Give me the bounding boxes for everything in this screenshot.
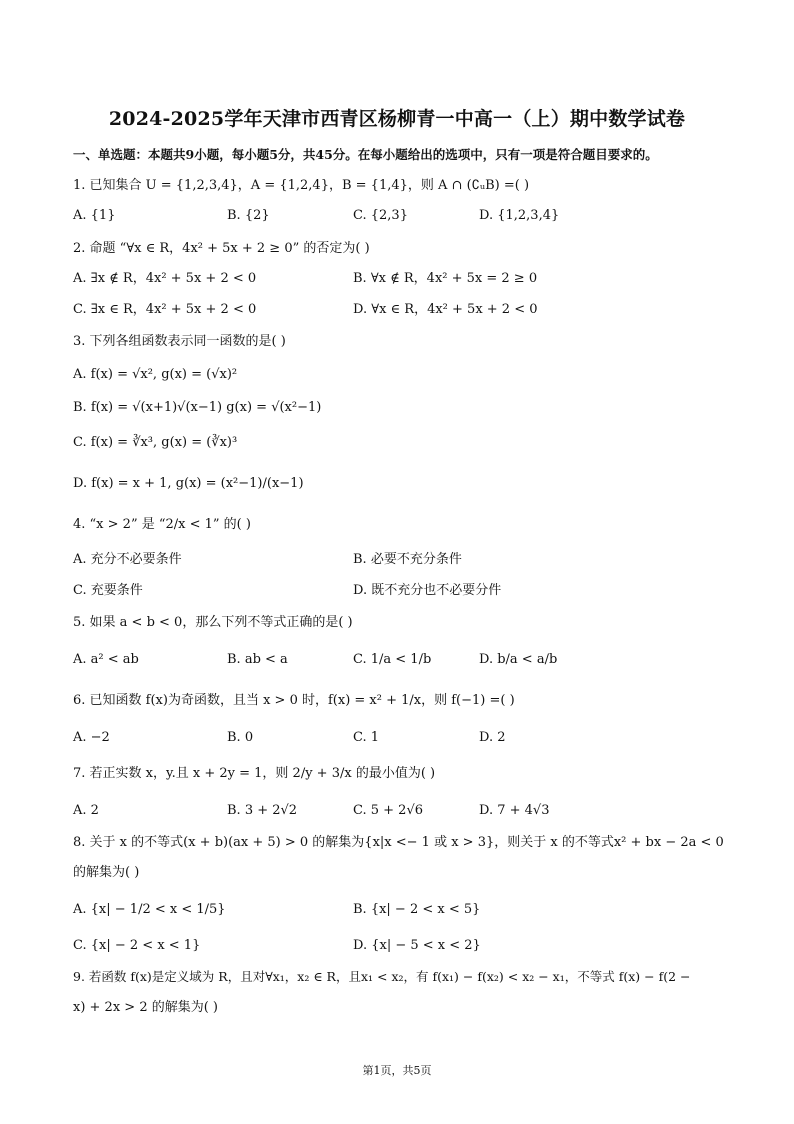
question-2-stem: 2. 命题 “∀x ∈ R，4x² + 5x + 2 ≥ 0” 的否定为( ) [73,241,370,256]
section-heading: 一、单选题：本题共9小题，每小题5分，共45分。在每小题给出的选项中，只有一项是符合题目要求的。 [73,147,658,162]
q1-option-d: D. {1,2,3,4} [479,208,560,223]
q8-option-d: D. {x| − 5 < x < 2} [353,938,481,953]
q7-option-a: A. 2 [73,803,99,818]
q7-option-d: D. 7 + 4√3 [479,803,550,818]
q5-option-b: B. ab < a [227,652,288,667]
q1-option-c: C. {2,3} [353,208,408,223]
question-6-stem: 6. 已知函数 f(x)为奇函数，且当 x > 0 时，f(x) = x² + 1/x，则 f(−1) =( ) [73,693,515,708]
q4-option-d: D. 既不充分也不必要分件 [353,583,502,598]
q7-option-c: C. 5 + 2√6 [353,803,424,818]
question-8-stem: 8. 关于 x 的不等式(x + b)(ax + 5) > 0 的解集为{x|x <− 1 或 x > 3}，则关于 x 的不等式x² + bx − 2a < 0 [73,835,724,850]
q6-option-c: C. 1 [353,730,380,745]
q2-option-d: D. ∀x ∈ R，4x² + 5x + 2 < 0 [353,302,538,317]
q6-option-a: A. −2 [73,730,110,745]
q4-option-a: A. 充分不必要条件 [73,552,182,567]
q1-option-a: A. {1} [73,208,116,223]
q1-option-b: B. {2} [227,208,270,223]
question-3-stem: 3. 下列各组函数表示同一函数的是( ) [73,334,286,349]
q2-option-c: C. ∃x ∈ R，4x² + 5x + 2 < 0 [73,302,257,317]
q4-option-b: B. 必要不充分条件 [353,552,462,567]
question-8-stem-cont: 的解集为( ) [73,865,140,880]
q8-option-b: B. {x| − 2 < x < 5} [353,902,481,917]
q6-option-b: B. 0 [227,730,254,745]
q5-option-d: D. b/a < a/b [479,652,558,667]
q3-option-a: A. f(x) = √x², g(x) = (√x)² [73,367,238,382]
q2-option-a: A. ∃x ∉ R，4x² + 5x + 2 < 0 [73,271,257,286]
question-9-stem: 9. 若函数 f(x)是定义域为 R，且对∀x₁，x₂ ∈ R，且x₁ < x₂，有 f(x₁) − f(x₂) < x₂ − x₁，不等式 f(x) − f(2 − [73,969,691,984]
q3-option-d: D. f(x) = x + 1, g(x) = (x²−1)/(x−1) [73,476,304,491]
question-7-stem: 7. 若正实数 x，y.且 x + 2y = 1，则 2/y + 3/x 的最小值为( ) [73,766,436,781]
question-9-stem-cont: x) + 2x > 2 的解集为( ) [73,1000,218,1015]
q3-option-c: C. f(x) = ∛x³, g(x) = (∛x)³ [73,435,238,450]
question-1-stem: 1. 已知集合 U = {1,2,3,4}，A = {1,2,4}，B = {1,4}，则 A ∩ (∁ᵤB) =( ) [73,178,530,193]
q6-option-d: D. 2 [479,730,506,745]
q8-option-c: C. {x| − 2 < x < 1} [73,938,201,953]
q5-option-a: A. a² < ab [73,652,139,667]
exam-title: 2024-2025学年天津市西青区杨柳青一中高一（上）期中数学试卷 [108,108,686,130]
q8-option-a: A. {x| − 1/2 < x < 1/5} [73,902,226,917]
q2-option-b: B. ∀x ∉ R，4x² + 5x = 2 ≥ 0 [353,271,538,286]
question-5-stem: 5. 如果 a < b < 0，那么下列不等式正确的是( ) [73,615,353,630]
q7-option-b: B. 3 + 2√2 [227,803,298,818]
question-4-stem: 4. “x > 2” 是 “2/x < 1” 的( ) [73,517,251,532]
q3-option-b: B. f(x) = √(x+1)√(x−1) g(x) = √(x²−1) [73,400,322,415]
q5-option-c: C. 1/a < 1/b [353,652,432,667]
page-footer: 第1页，共5页 [362,1064,432,1077]
q4-option-c: C. 充要条件 [73,583,143,598]
